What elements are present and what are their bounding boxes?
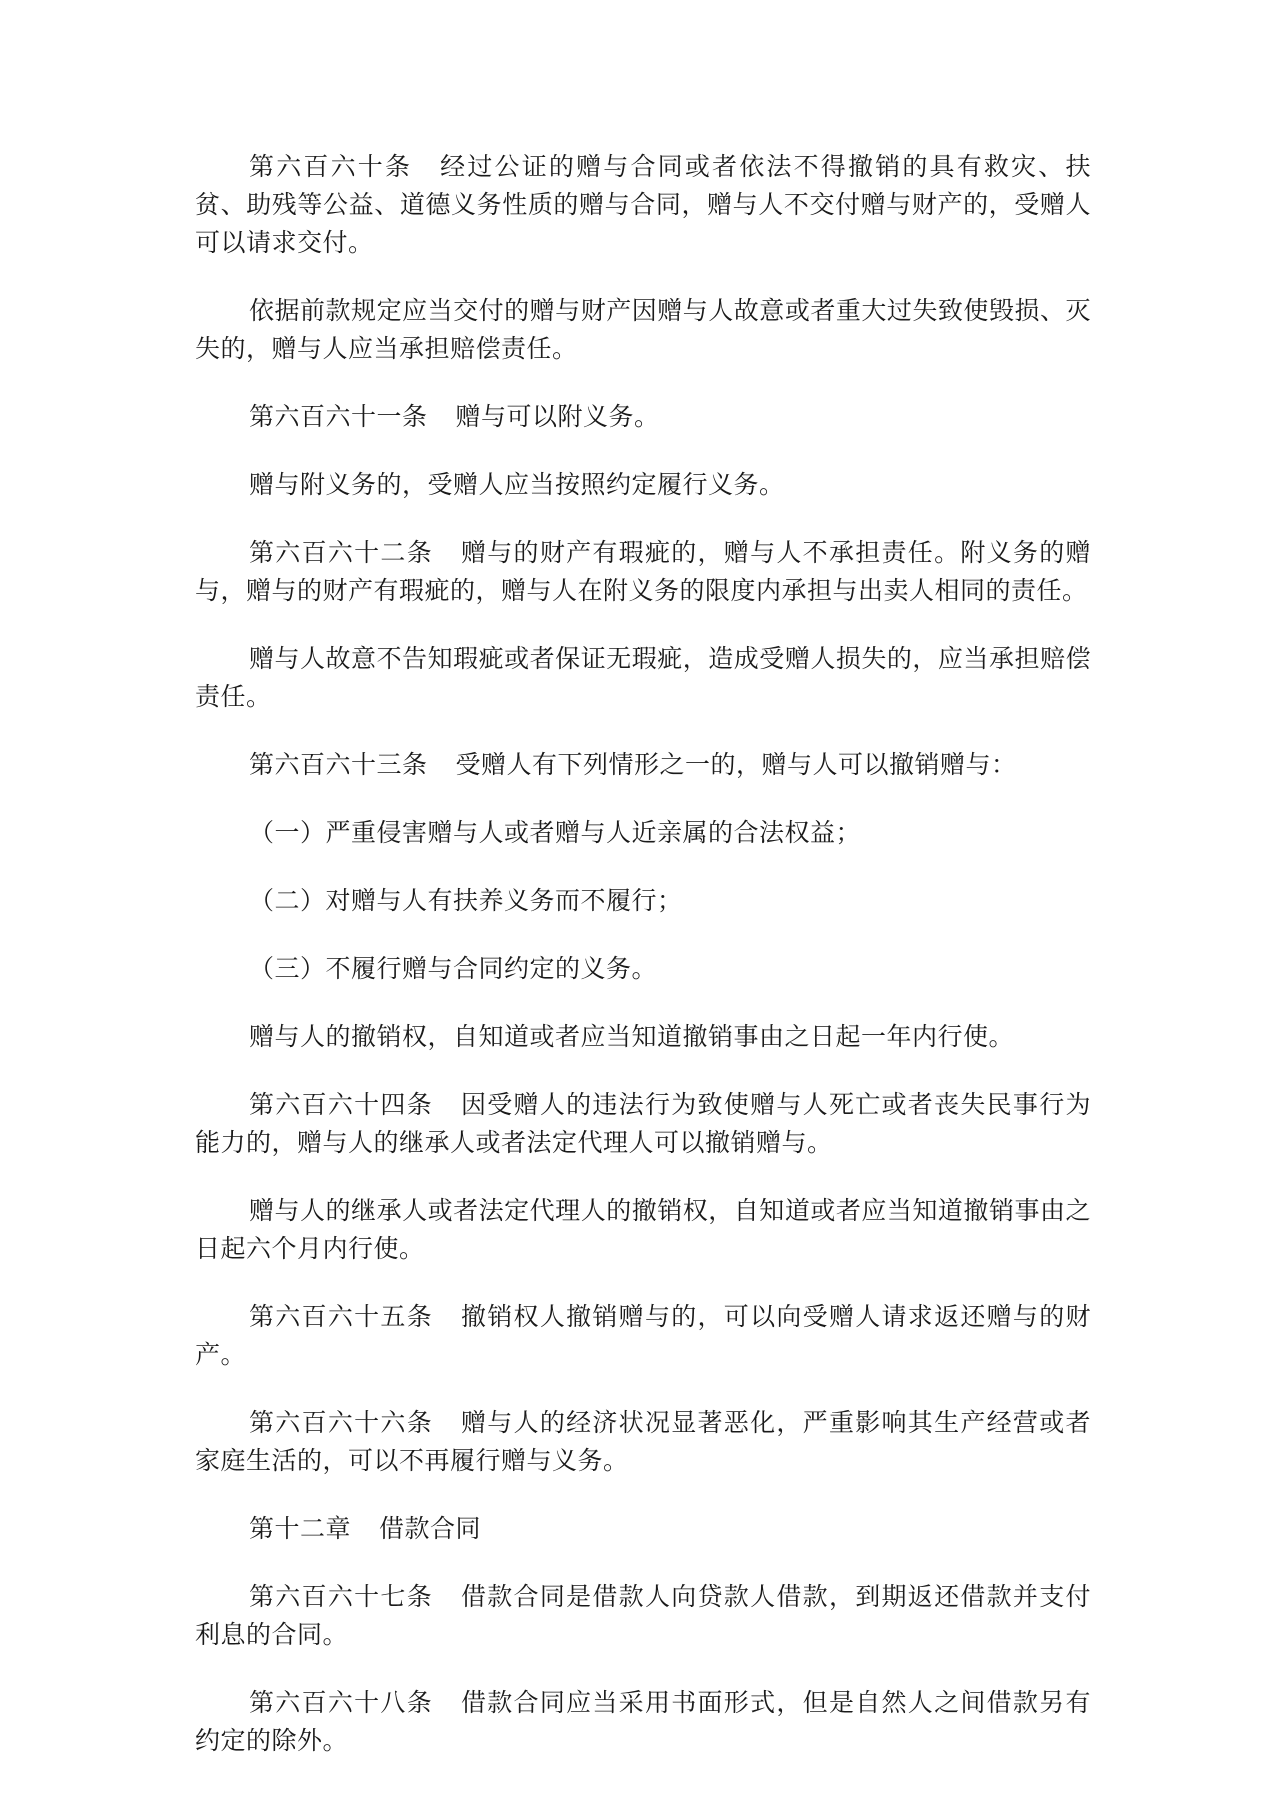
article-text: 赠与附义务的，受赠人应当按照约定履行义务。 [249,470,785,499]
article-663-item-3 [195,950,1091,988]
article-text: 赠与人故意不告知瑕疵或者保证无瑕疵，造成受赠人损失的，应当承担赔偿责任。 [195,644,1091,711]
article-heading: 第六百六十六条 [249,1408,433,1437]
chapter-title: 借款合同 [379,1514,482,1543]
article-text: 赠与的财产有瑕疵的，赠与人不承担责任。附义务的赠与，赠与的财产有瑕疵的，赠与人在附义务的限度内承担与出卖人相同的责任。 [195,538,1091,605]
list-item-text: （一）严重侵害赠与人或者赠与人近亲属的合法权益； [249,818,862,847]
article-text: 赠与人的继承人或者法定代理人的撤销权，自知道或者应当知道撤销事由之日起六个月内行使。 [195,1196,1091,1263]
article-text: 借款合同应当采用书面形式，但是自然人之间借款另有约定的除外。 [195,1688,1091,1755]
article-663-clause-2 [195,1018,1091,1056]
article-text: 赠与人的经济状况显著恶化，严重影响其生产经营或者家庭生活的，可以不再履行赠与义务。 [195,1408,1091,1475]
article-text: 赠与可以附义务。 [455,402,660,431]
article-heading: 第六百六十二条 [249,538,433,567]
article-text: 借款合同是借款人向贷款人借款，到期返还借款并支付利息的合同。 [195,1582,1091,1649]
article-663-item-1 [195,814,1091,852]
article-664-clause-2 [195,1192,1091,1268]
article-668 [195,1684,1091,1760]
article-heading: 第六百六十五条 [249,1302,433,1331]
article-heading: 第六百六十四条 [249,1090,433,1119]
article-661-clause-2 [195,466,1091,504]
article-666 [195,1404,1091,1480]
article-text: 撤销权人撤销赠与的，可以向受赠人请求返还赠与的财产。 [195,1302,1091,1369]
article-text: 赠与人的撤销权，自知道或者应当知道撤销事由之日起一年内行使。 [249,1022,1015,1051]
article-text: 依据前款规定应当交付的赠与财产因赠与人故意或者重大过失致使毁损、灭失的，赠与人应当承担赔偿责任。 [195,296,1091,363]
article-text: 因受赠人的违法行为致使赠与人死亡或者丧失民事行为能力的，赠与人的继承人或者法定代理人可以撤销赠与。 [195,1090,1091,1157]
chapter-12-title [195,1510,1091,1548]
list-item-text: （二）对赠与人有扶养义务而不履行； [249,886,683,915]
article-heading: 第六百六十一条 [249,402,428,431]
chapter-heading: 第十二章 [249,1514,352,1543]
article-660 [195,148,1091,262]
article-663 [195,746,1091,784]
article-664 [195,1086,1091,1162]
article-665 [195,1298,1091,1374]
article-text: 受赠人有下列情形之一的，赠与人可以撤销赠与： [455,750,1017,779]
article-667 [195,1578,1091,1654]
article-661 [195,398,1091,436]
list-item-text: （三）不履行赠与合同约定的义务。 [249,954,658,983]
article-heading: 第六百六十三条 [249,750,428,779]
article-heading: 第六百六十八条 [249,1688,433,1717]
article-heading: 第六百六十七条 [249,1582,433,1611]
article-662-clause-2 [195,640,1091,716]
article-663-item-2 [195,882,1091,920]
article-662 [195,534,1091,610]
document-page [195,148,1091,1790]
article-heading: 第六百六十条 [249,152,413,181]
article-text: 经过公证的赠与合同或者依法不得撤销的具有救灾、扶贫、助残等公益、道德义务性质的赠与合同，赠与人不交付赠与财产的，受赠人可以请求交付。 [195,152,1091,257]
article-660-clause-2 [195,292,1091,368]
